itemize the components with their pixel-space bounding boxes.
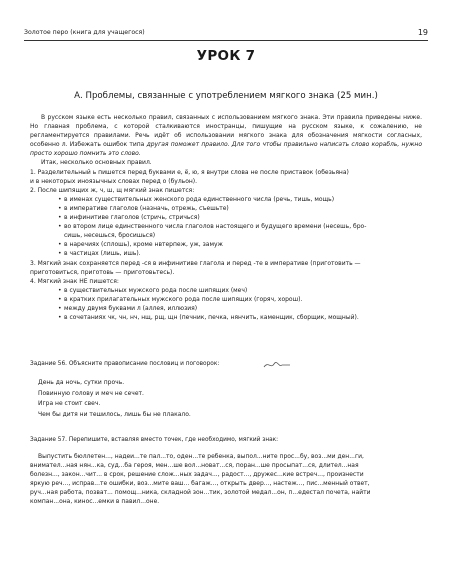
rule-3-continued: приготовиться, приготовь — приготовьтесь). [30,268,175,276]
proverb-line: День да ночь, сутки прочь. [38,379,125,386]
pen-icon [262,360,292,370]
list-item [30,222,422,240]
list-item: • в инфинитиве глаголов (стричь, стричься) [30,213,422,222]
rule-4: 4. Мягкий знак НЕ пишется: [30,277,119,285]
rule-1: 1. Разделительный ь пишется перед буквами е, ё, ю, я внутри слова не после приставок (обезьяна) [30,168,349,176]
task-57-heading: Задание 57. Перепишите, вставляя вместо точек, где необходимо, мягкий знак: [30,437,279,443]
exercise-line: внимател...ная нян...ка, суд...ба героя, мен...ше вол...новат...ся, поран...ше просыпат...ся, длител...ная [30,462,359,470]
exercise-line: яркую реч..., исправ...те ошибки, воз...мите ваш... багаж..., открыть двер..., настеж..., пис...менный ответ, [30,480,370,488]
list-item: • между двумя буквами л (аллея, иллюзия) [30,304,422,313]
rule-1-continued: и в некоторых иноязычных словах перед о (бульон). [30,177,198,185]
proverb-line: Чем бы дитя ни тешилось, лишь бы не плакало. [38,410,191,418]
exercise-text [30,452,422,507]
list-item: • в сочетаниях чк, чн, нч, нщ, рщ, щн (печник, печка, нянчить, каменщик, сборщик, мощный). [30,313,422,322]
exercise-line: Выпустить бюллетен..., надеи...те пал...то, оден...те ребенка, выпол...ните прос...бу, воз...ми ден...ги, [38,453,364,460]
list-item: • в частицах (лишь, ишь). [30,249,422,258]
list-item: • в кратких прилагательных мужского рода после шипящих (горяч, хорош). [30,295,422,304]
exercise-line: руч...ная работа, позват... помощ...ника, складной зон...тик, золотой медал...он, п...едестал почета, найти [30,489,371,497]
list-item: • в императиве глаголов (назначь, отрежь, съешьте) [30,204,422,213]
intro-text-italic: другая поможет правило. Для того чтобы правильно написать слово корабль, нужно просто хорошо помнить это слово. [30,141,422,158]
rule-2-list [30,195,422,259]
rule-3: 3. Мягкий знак сохраняется перед -ся в инфинитиве глагола и перед -те в императиве (приготовить — [30,259,361,267]
exercise-line: компан...она, кинос...емки в павил...оне. [30,498,160,506]
intro-summary: Итак, несколько основных правил. [41,159,152,167]
page-number: 19 [417,28,428,37]
rules-text [30,113,422,322]
lesson-title: УРОК 7 [196,48,256,64]
list-item-text: во втором лице единственного числа глаголов настоящего и будущего времени (несешь, бро- [64,223,367,231]
list-item: • в существительных мужского рода после шипящих (меч) [30,286,422,295]
rule-4-list [30,286,422,322]
section-title: А. Проблемы, связанные с употреблением мягкого знака (25 мин.) [74,91,378,101]
intro-paragraph [30,113,422,158]
header-rule [24,40,428,41]
list-item-continued: сишь, несешься, бросишься) [64,232,156,240]
proverb-line: Повинную голову и меч не сечет. [38,389,144,397]
list-item: • в наречиях (сплошь), кроме нвтерпеж, уж, замуж [30,240,422,249]
list-item: • в именах существительных женского рода единственного числа (речь, тишь, мощь) [30,195,422,204]
running-head [24,27,428,39]
rule-2: 2. После шипящих ж, ч, ш, щ мягкий знак пишется: [30,186,195,194]
proverbs-list [38,378,191,420]
intro-text: В русском языке есть несколько правил, связанных с использованием мягкого знака. Эти правила приведены ниже. Но главная проблема, с которой сталкиваются иностранцы, пишущие на русском языке, к сожалению, не регламентируется правилами. Речь идёт об использовании мягкого знака для обозначения мягкости согласных, особенно л. Избежать ошибок типа [30,114,422,149]
exercise-line: болезн..., закон...чит... в срок, решение слож...ных задач..., радост..., дружес...кие встреч..., произнести [30,471,364,479]
proverb-line: Игра не стоит свеч. [38,400,101,407]
task-56-heading: Задание 56. Объясните правописание пословиц и поговорок: [30,361,220,367]
book-title: Золотое перо (книга для учащегося) [24,29,145,36]
